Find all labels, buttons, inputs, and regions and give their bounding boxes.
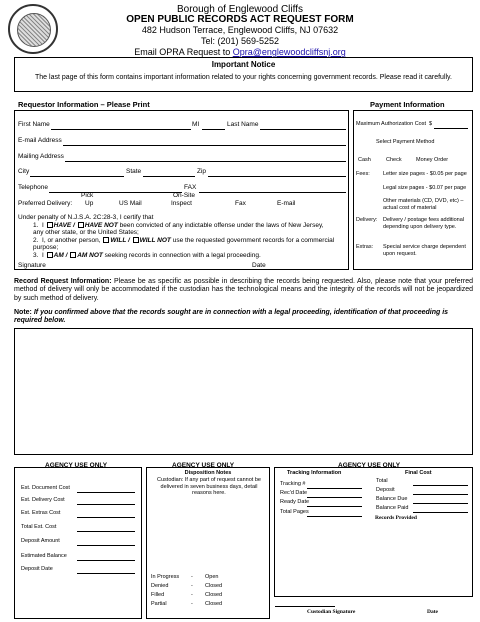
agency-tracking-box	[274, 467, 473, 615]
signature-label: Signature	[18, 262, 46, 269]
final-total-label: Total	[376, 478, 388, 484]
date-field[interactable]	[267, 269, 346, 270]
item-1-i: I	[42, 222, 44, 229]
fax-field[interactable]	[199, 192, 346, 193]
signature-field[interactable]	[45, 269, 245, 270]
status-partial[interactable]: Partial	[151, 601, 167, 607]
balance-due-field[interactable]	[413, 503, 468, 504]
agency-use-header-1: AGENCY USE ONLY	[45, 462, 108, 469]
city-field[interactable]	[30, 176, 124, 177]
payment-check-option[interactable]: Check	[386, 157, 402, 163]
disposition-notes-text: Custodian: If any part of request cannot be delivered in seven business days, detail reasons here.	[157, 477, 261, 496]
notice-body: The last page of this form contains important information related to your rights concerning government records. Please read it carefully.	[35, 74, 452, 81]
agency-disposition-box	[146, 467, 270, 619]
email-line	[0, 47, 480, 57]
payment-section-title: Payment Information	[370, 100, 445, 109]
email-prefix: Email OPRA Request to	[134, 47, 233, 57]
zip-field[interactable]	[208, 176, 346, 177]
last-name-field[interactable]	[260, 129, 346, 130]
am-label: AM /	[53, 252, 68, 259]
have-not-checkbox[interactable]	[78, 222, 84, 228]
city-label: City	[18, 168, 30, 175]
am-checkbox[interactable]	[47, 252, 53, 258]
mailing-address-field[interactable]	[65, 161, 346, 162]
total-pages-label: Total Pages	[280, 509, 309, 515]
deposit-date-label: Deposit Date	[21, 566, 53, 572]
item-2-person: I, or another person,	[42, 237, 101, 244]
record-request-paragraph	[14, 278, 473, 303]
certification-item-3	[33, 252, 343, 259]
mi-label: MI	[192, 121, 200, 128]
will-checkbox[interactable]	[103, 237, 109, 243]
custodian-date-label: Date	[427, 609, 438, 615]
final-total-field[interactable]	[413, 485, 468, 486]
final-deposit-label: Deposit	[376, 487, 395, 493]
telephone-label: Telephone	[18, 184, 48, 191]
total-pages-field[interactable]	[307, 516, 362, 517]
tracking-number-field[interactable]	[307, 488, 362, 489]
ready-date-field[interactable]	[307, 506, 362, 507]
delivery-fee-label: Delivery:	[356, 217, 378, 223]
recd-date-label: Rec'd Date	[280, 490, 308, 496]
disposition-notes-title: Disposition Notes	[184, 470, 232, 476]
delivery-fee-text: Delivery / postage fees additional depending upon delivery type.	[383, 217, 465, 230]
requestor-section-title: Requestor Information – Please Print	[18, 100, 150, 109]
fees-legal: Legal size pages - $0.07 per page	[383, 185, 467, 191]
status-closed-partial[interactable]: Closed	[205, 601, 223, 607]
have-checkbox[interactable]	[47, 222, 53, 228]
deposit-amount-field[interactable]	[77, 545, 135, 546]
total-est-cost-field[interactable]	[77, 531, 135, 532]
est-delivery-cost-field[interactable]	[77, 504, 135, 505]
est-document-cost-label: Est. Document Cost	[21, 485, 70, 491]
status-dash: -	[191, 583, 193, 589]
state-field[interactable]	[143, 176, 195, 177]
state-label: State	[126, 168, 142, 175]
penalty-statement: Under penalty of N.J.S.A. 2C:28-3, I certify that	[18, 214, 154, 221]
first-name-field[interactable]	[51, 129, 191, 130]
will-not-checkbox[interactable]	[133, 237, 139, 243]
recd-date-field[interactable]	[307, 497, 362, 498]
pick-label: Pick	[81, 192, 94, 199]
status-closed-denied[interactable]: Closed	[205, 583, 223, 589]
first-name-label: First Name	[18, 121, 50, 128]
borough-name: Borough of Englewood Cliffs	[176, 4, 303, 15]
agency-cost-box	[14, 467, 142, 619]
status-filled[interactable]: Filled	[151, 592, 165, 598]
estimated-balance-label: Estimated Balance	[21, 553, 67, 559]
email-address-label: E-mail Address	[18, 137, 62, 144]
total-est-cost-label: Total Est. Cost	[21, 524, 57, 530]
item-3-i: I	[42, 252, 44, 259]
extras-label: Extras:	[356, 244, 374, 250]
have-not-label: HAVE NOT	[84, 222, 118, 229]
delivery-option-inspect[interactable]: Inspect	[171, 200, 192, 207]
item-2-number: 2.	[33, 237, 39, 244]
agency-use-header-2: AGENCY USE ONLY	[172, 462, 235, 469]
will-not-label: WILL NOT	[139, 237, 171, 244]
note-text: If you confirmed above that the records sought are in connection with a legal proceeding, identification of that proceeding is required below.	[14, 309, 449, 325]
est-extras-cost-label: Est. Extras Cost	[21, 510, 61, 516]
mailing-address-label: Mailing Address	[18, 153, 64, 160]
custodian-signature-label: Custodian Signature	[307, 609, 356, 615]
status-in-progress[interactable]: In Progress	[151, 574, 180, 580]
records-provided-label: Records Provided	[375, 515, 417, 521]
agency-use-header-3: AGENCY USE ONLY	[338, 462, 401, 469]
final-cost-title: Final Cost	[405, 470, 432, 476]
item-3-text: seeking records in connection with a legal proceeding.	[104, 252, 261, 259]
balance-paid-label: Balance Paid	[376, 505, 409, 511]
status-dash: -	[191, 592, 193, 598]
opra-email-link[interactable]: Opra@englewoodcliffsnj.org	[232, 47, 346, 57]
certification-item-1	[33, 222, 333, 236]
item-1-number: 1.	[33, 222, 39, 229]
note-label: Note:	[14, 309, 32, 316]
legal-note	[14, 309, 473, 326]
mi-field[interactable]	[202, 129, 225, 130]
max-authorization-label: Maximum Authorization Cost	[356, 121, 426, 127]
am-not-label: AM NOT	[77, 252, 103, 259]
est-extras-cost-field[interactable]	[77, 517, 135, 518]
fees-other: Other materials (CD, DVD, etc) – actual cost of material	[383, 198, 464, 211]
preferred-delivery-label: Preferred Delivery:	[18, 200, 73, 207]
item-1-text: been convicted of any indictable offense under the laws of New Jersey, any other state, or the United States;	[33, 222, 324, 236]
email-address-field[interactable]	[63, 145, 346, 146]
tracking-number-label: Tracking #	[280, 481, 306, 487]
am-not-checkbox[interactable]	[70, 252, 76, 258]
delivery-option-pickup[interactable]: Up	[85, 200, 94, 207]
select-payment-label: Select Payment Method	[376, 139, 435, 145]
record-request-label: Record Request Information:	[14, 278, 112, 285]
delivery-option-us-mail[interactable]: US Mail	[119, 200, 142, 207]
zip-label: Zip	[197, 168, 207, 175]
dollar-sign: $	[429, 121, 433, 127]
last-name-label: Last Name	[227, 121, 259, 128]
form-title: OPEN PUBLIC RECORDS ACT REQUEST FORM	[126, 14, 354, 25]
onsite-label: On-Site	[173, 192, 196, 199]
will-label: WILL /	[110, 237, 130, 244]
item-2-text: use the requested government records for a commercial purpose;	[33, 237, 335, 251]
extras-text: Special service charge dependent upon request.	[383, 244, 466, 257]
date-label: Date	[252, 262, 266, 269]
tracking-info-title: Tracking Information	[287, 470, 342, 476]
borough-address: 482 Hudson Terrace, Englewood Cliffs, NJ 07632	[141, 25, 339, 35]
have-label: HAVE /	[53, 222, 75, 229]
payment-cash-option[interactable]: Cash	[358, 157, 371, 163]
fees-letter: Letter size pages - $0.05 per page	[383, 171, 467, 177]
estimated-balance-field[interactable]	[77, 560, 135, 561]
est-delivery-cost-label: Est. Delivery Cost	[21, 497, 65, 503]
balance-due-label: Balance Due	[376, 496, 408, 502]
telephone-field[interactable]	[49, 192, 182, 193]
status-denied[interactable]: Denied	[151, 583, 169, 589]
est-document-cost-field[interactable]	[77, 492, 135, 493]
certification-item-2	[33, 237, 343, 251]
max-authorization-field[interactable]	[434, 128, 468, 129]
important-notice-box	[14, 57, 473, 92]
borough-telephone: Tel: (201) 569-5252	[200, 36, 280, 46]
final-deposit-field[interactable]	[413, 494, 468, 495]
status-dash: -	[191, 601, 193, 607]
requestor-info-box	[14, 110, 349, 270]
record-request-textarea[interactable]	[14, 328, 473, 455]
balance-paid-field[interactable]	[413, 512, 468, 513]
fees-label: Fees:	[356, 171, 370, 177]
status-closed-filled[interactable]: Closed	[205, 592, 223, 598]
deposit-date-field[interactable]	[77, 573, 135, 574]
notice-title: Important Notice	[211, 60, 276, 69]
item-3-number: 3.	[33, 252, 39, 259]
status-dash: -	[191, 574, 193, 580]
delivery-option-fax[interactable]: Fax	[235, 200, 246, 207]
custodian-signature-field[interactable]	[275, 606, 335, 607]
payment-money-order-option[interactable]: Money Order	[416, 157, 449, 163]
delivery-option-email[interactable]: E-mail	[277, 200, 296, 207]
deposit-amount-label: Deposit Amount	[21, 538, 60, 544]
ready-date-label: Ready Date	[280, 499, 310, 505]
record-request-text: Please be as specific as possible in describing the records being requested. Also, please note that your preferred method of delivery will only be accommodated if the custodian has the technological means and the integrity of the records will not be jeopardized by such method of delivery.	[14, 278, 473, 302]
status-open[interactable]: Open	[205, 574, 219, 580]
payment-info-box	[353, 110, 473, 270]
fax-label: FAX	[184, 184, 197, 191]
